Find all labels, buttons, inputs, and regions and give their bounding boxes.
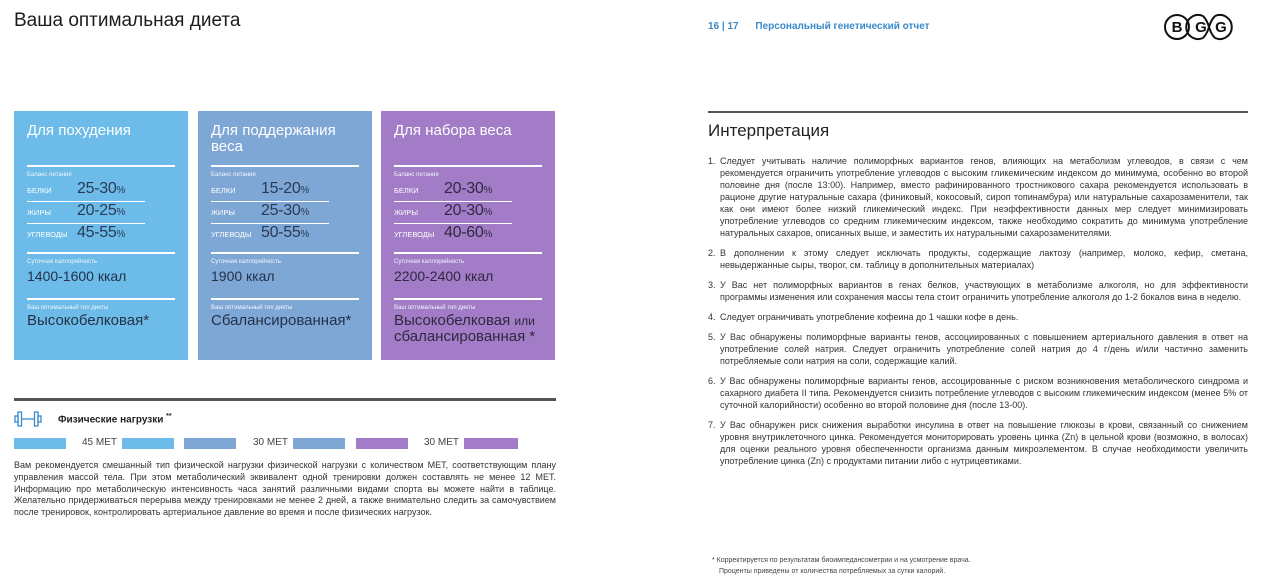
card-divider xyxy=(211,252,359,254)
footnote-line-2: Проценты приведены от количества потребляемых за сутки калорий. xyxy=(719,568,946,575)
card-divider xyxy=(27,298,175,300)
item-text: У Вас нет полиморфных вариантов в генах белков, участвующих в метаболизме алкоголя, но для эффективности программы изменения или сохранения массы тела стоит ограничить употребление алкоголя до 1-2 бокалов вина в неделю. xyxy=(720,280,1248,302)
calorie-label: Суточная каллорийность xyxy=(394,259,464,265)
macro-row-protein xyxy=(394,180,512,202)
macro-unit: % xyxy=(116,229,126,240)
card-divider xyxy=(211,165,359,167)
item-number: 4. xyxy=(708,312,716,322)
list-item xyxy=(708,419,1248,467)
macro-label: БЕЛКИ xyxy=(27,186,52,195)
balance-label: Баланс питания xyxy=(394,172,439,178)
macro-value: 20-30 xyxy=(444,202,484,219)
list-item xyxy=(708,279,1248,303)
interpretation-list xyxy=(708,155,1248,475)
item-text: В дополнении к этому следует исключать продукты, содержащие лактозу (например, молоко, кефир, сметана, невыдержанные сыры, творог, см. таблицу в дополнительных материалах) xyxy=(720,248,1248,270)
interpretation-title: Интерпретация xyxy=(708,121,830,140)
macro-value: 15-20 xyxy=(261,180,301,197)
list-item xyxy=(708,331,1248,367)
diet-type-line2: сбалансированная * xyxy=(394,328,536,345)
footnote-mark: ** xyxy=(166,412,172,420)
physical-activity-header xyxy=(14,410,172,428)
met-label: 45 МЕТ xyxy=(82,437,118,448)
macro-unit: % xyxy=(483,207,493,218)
card-divider xyxy=(27,252,175,254)
balance-label: Баланс питания xyxy=(211,172,256,178)
met-scale xyxy=(14,438,556,450)
macro-row-protein xyxy=(27,180,145,202)
macro-unit: % xyxy=(300,207,310,218)
macro-label: БЕЛКИ xyxy=(394,186,419,195)
list-item xyxy=(708,155,1248,239)
card-divider xyxy=(27,165,175,167)
diet-card-maintenance xyxy=(198,111,372,360)
physical-activity-text: Вам рекомендуется смешанный тип физической нагрузки физической нагрузки с количеством МЕТ, соответствующим плану управления массой тела. При этом метаболический эквивалент одной тренировки должен составлять не менее 12 МЕТ. Информацию про метаболическую интенсивность часа занятий различными видами спорта вы можете найти в таблице. Желательно придерживаться перерыва между тренировками не менее 2 дней, а также внимательно следить за самочувствием после тренировок, контролировать артериальное давление во время и после физических нагрузок. xyxy=(14,460,556,518)
macro-value: 50-55 xyxy=(261,224,301,241)
met-bar-weight-gain xyxy=(464,438,518,449)
diet-type-label: Ваш оптимальный тип диеты xyxy=(27,305,109,311)
bgg-logo xyxy=(1163,12,1247,42)
macro-row-protein xyxy=(211,180,329,202)
list-item xyxy=(708,375,1248,411)
page-title: Ваша оптимальная диета xyxy=(14,10,241,31)
calorie-value: 1900 ккал xyxy=(211,268,275,284)
met-bar-weight-loss xyxy=(122,438,174,449)
met-bar-weight-loss xyxy=(14,438,66,449)
report-header xyxy=(708,21,930,32)
card-title: Для набора веса xyxy=(394,122,512,139)
diet-type-main: Высокобелковая xyxy=(394,312,511,329)
item-text: У Вас обнаружены полиморфные варианты генов, ассоцированные с риском возникновения метаболического синдрома и сахарного диабета II типа. Рекомендуется снизить потребление углеводов с высоким гликемическим индексом (менее 5% от суточной калорийности) особенно во второй половине дня (после 13-00). xyxy=(720,376,1248,410)
macro-unit: % xyxy=(116,185,126,196)
item-number: 6. xyxy=(708,376,716,386)
list-item xyxy=(708,311,1248,323)
diet-type-value xyxy=(394,313,543,345)
list-item xyxy=(708,247,1248,271)
card-title: Для похудения xyxy=(27,122,131,139)
met-bar-maintenance xyxy=(184,438,236,449)
item-number: 2. xyxy=(708,248,716,258)
macro-unit: % xyxy=(116,207,126,218)
macro-row-fat xyxy=(394,202,512,224)
met-bar-maintenance xyxy=(293,438,345,449)
met-label: 30 МЕТ xyxy=(253,437,289,448)
balance-label: Баланс питания xyxy=(27,172,72,178)
item-number: 3. xyxy=(708,280,716,290)
section-divider xyxy=(14,398,556,401)
met-bar-weight-gain xyxy=(356,438,408,449)
item-number: 7. xyxy=(708,420,716,430)
macro-unit: % xyxy=(483,185,493,196)
diet-card-weight-gain xyxy=(381,111,555,360)
item-number: 1. xyxy=(708,156,716,166)
logo-letter-g1: G xyxy=(1195,19,1207,36)
report-title: Персональный генетический отчет xyxy=(755,21,930,32)
calorie-value: 2200-2400 ккал xyxy=(394,268,494,284)
card-divider xyxy=(394,252,542,254)
macro-value: 25-30 xyxy=(77,180,117,197)
diet-type-value: Сбалансированная* xyxy=(211,312,352,329)
section-divider xyxy=(708,111,1248,113)
dumbbell-icon xyxy=(14,410,42,428)
macro-value: 45-55 xyxy=(77,224,117,241)
diet-type-value: Высокобелковая* xyxy=(27,312,150,329)
card-divider xyxy=(394,165,542,167)
card-divider xyxy=(211,298,359,300)
item-text: Следует ограничивать употребление кофеина до 1 чашки кофе в день. xyxy=(720,312,1019,322)
macro-value: 20-25 xyxy=(77,202,117,219)
calorie-value: 1400-1600 ккал xyxy=(27,268,127,284)
macro-label: УГЛЕВОДЫ xyxy=(27,230,68,239)
diet-type-or: или xyxy=(514,314,535,328)
macro-unit: % xyxy=(483,229,493,240)
calorie-label: Суточная каллорийность xyxy=(211,259,281,265)
card-divider xyxy=(394,298,542,300)
macro-label: УГЛЕВОДЫ xyxy=(211,230,252,239)
macro-label: БЕЛКИ xyxy=(211,186,236,195)
physical-activity-title-text: Физические нагрузки xyxy=(58,414,164,426)
macro-row-carbs xyxy=(394,224,512,246)
diet-type-label: Ваш оптимальный тип диеты xyxy=(211,305,293,311)
footnote-line-1: * Корректируется по результатам биоимпедансометрии и на усмотрение врача. xyxy=(712,557,971,564)
macro-row-carbs xyxy=(211,224,329,246)
macro-label: ЖИРЫ xyxy=(394,208,418,217)
item-number: 5. xyxy=(708,332,716,342)
footnote xyxy=(712,555,971,577)
calorie-label: Суточная каллорийность xyxy=(27,259,97,265)
macro-row-carbs xyxy=(27,224,145,246)
item-text: У Вас обнаружен риск снижения выработки инсулина в ответ на повышение глюкозы в крови, связанный со снижением уровня внутриклеточного цинка. Рекомендуется мониторировать уровень цинка (Zn) в цельной крови (возможно, в волосах) для оценки реального уровня обеспеченности организма данным микроэлементом. В случае необходимости увеличить употребление цинка (Zn) с продуктами питании либо с нутрицевтиками. xyxy=(720,420,1248,466)
macro-row-fat xyxy=(27,202,145,224)
diet-card-weight-loss xyxy=(14,111,188,360)
logo-letter-g2: G xyxy=(1215,19,1227,36)
macro-label: ЖИРЫ xyxy=(27,208,51,217)
item-text: Следует учитывать наличие полиморфных вариантов генов, влияющих на метаболизм углеводов, в связи с чем рекомендуется ограничить употребление углеводов с высоким гликемическим индексом до минимума, особенно во второй половине дня (после 13:00). Например, вместо рафинированного тростникового сахара рекомендуется использовать в рационе другие натуральные сахара (финиковый, кокосовый, сироп топинамбура) или натуральные сахарозаменители, так как они имеют более низкий гликемический индекс. При неэффективности данных мер следует минимизировать употребление углеводов со средним гликемическим индексом, также необходимо сократить до минимума употребление натуральных сахаров, описанных выше, и заместить их натуральными сахарозаменителями. xyxy=(720,156,1248,238)
macro-unit: % xyxy=(300,229,310,240)
macro-label: ЖИРЫ xyxy=(211,208,235,217)
item-text: У Вас обнаружены полиморфные варианты генов, ассоциированных с повышением артериального давления в ответ на употребление солей натрия. Следует ограничить употребление солей натрия до 4 г/день и/или частично заменить потребляемые соли натрия на соли, содержащие калий. xyxy=(720,332,1248,366)
macro-value: 25-30 xyxy=(261,202,301,219)
page-number: 16 | 17 xyxy=(708,21,739,32)
macro-unit: % xyxy=(300,185,310,196)
macro-label: УГЛЕВОДЫ xyxy=(394,230,435,239)
met-label: 30 МЕТ xyxy=(424,437,460,448)
macro-value: 40-60 xyxy=(444,224,484,241)
macro-row-fat xyxy=(211,202,329,224)
diet-type-label: Ваш оптимальный тип диеты xyxy=(394,305,476,311)
macro-value: 20-30 xyxy=(444,180,484,197)
logo-letter-b: B xyxy=(1171,19,1183,36)
physical-activity-title xyxy=(58,413,172,425)
card-title: Для поддержания веса xyxy=(211,122,336,155)
